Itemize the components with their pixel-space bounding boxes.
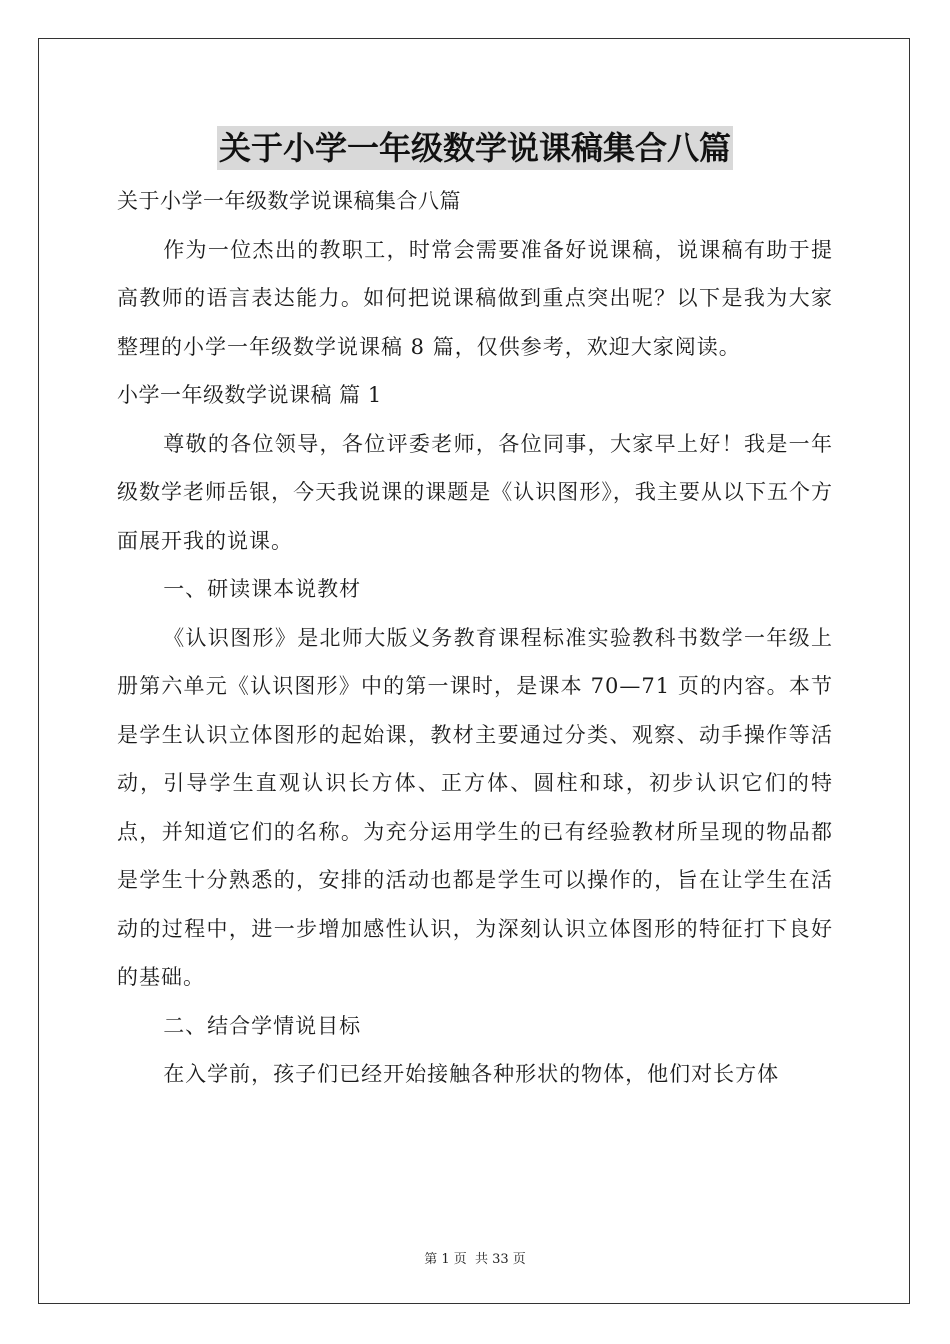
intro-paragraph: 作为一位杰出的教职工，时常会需要准备好说课稿，说课稿有助于提高教师的语言表达能力。如何把说课稿做到重点突出呢？以下是我为大家整理的小学一年级数学说课稿 8 篇，仅供参考，欢迎大家阅读。 (117, 237, 833, 359)
page-total: 共 33 页 (474, 1252, 526, 1267)
subheading-textbook: 一、研读课本说教材 (163, 577, 362, 601)
document-title: 关于小学一年级数学说课稿集合八篇 (217, 126, 733, 170)
page-footer (0, 1248, 950, 1267)
textbook-paragraph: 《认识图形》是北师大版义务教育课程标准实验教科书数学一年级上册第六单元《认识图形》中的第一课时，是课本 70—71 页的内容。本节是学生认识立体图形的起始课，教材主要通过分类、观察、动手操作等活动，引导学生直观认识长方体、正方体、圆柱和球，初步认识它们的特点，并知道它们的名称。为充分运用学生的已有经验教材所呈现的物品都是学生十分熟悉的，安排的活动也都是学生可以操作的，旨在让学生在活动的过程中，进一步增加感性认识，为深刻认识立体图形的特征打下良好的基础。 (117, 625, 833, 989)
subheading-objectives: 二、结合学情说目标 (163, 1013, 362, 1038)
objectives-paragraph: 在入学前，孩子们已经开始接触各种形状的物体，他们对长方体 (163, 1062, 780, 1086)
title-container (0, 126, 950, 170)
section-heading: 小学一年级数学说课稿 篇 1 (117, 383, 382, 407)
page-number: 第 1 页 (424, 1252, 467, 1267)
greeting-paragraph: 尊敬的各位领导，各位评委老师，各位同事，大家早上好！我是一年级数学老师岳银，今天我说课的课题是《认识图形》，我主要从以下五个方面展开我的说课。 (117, 431, 833, 553)
document-subtitle: 关于小学一年级数学说课稿集合八篇 (117, 189, 461, 213)
document-body (117, 177, 833, 1099)
